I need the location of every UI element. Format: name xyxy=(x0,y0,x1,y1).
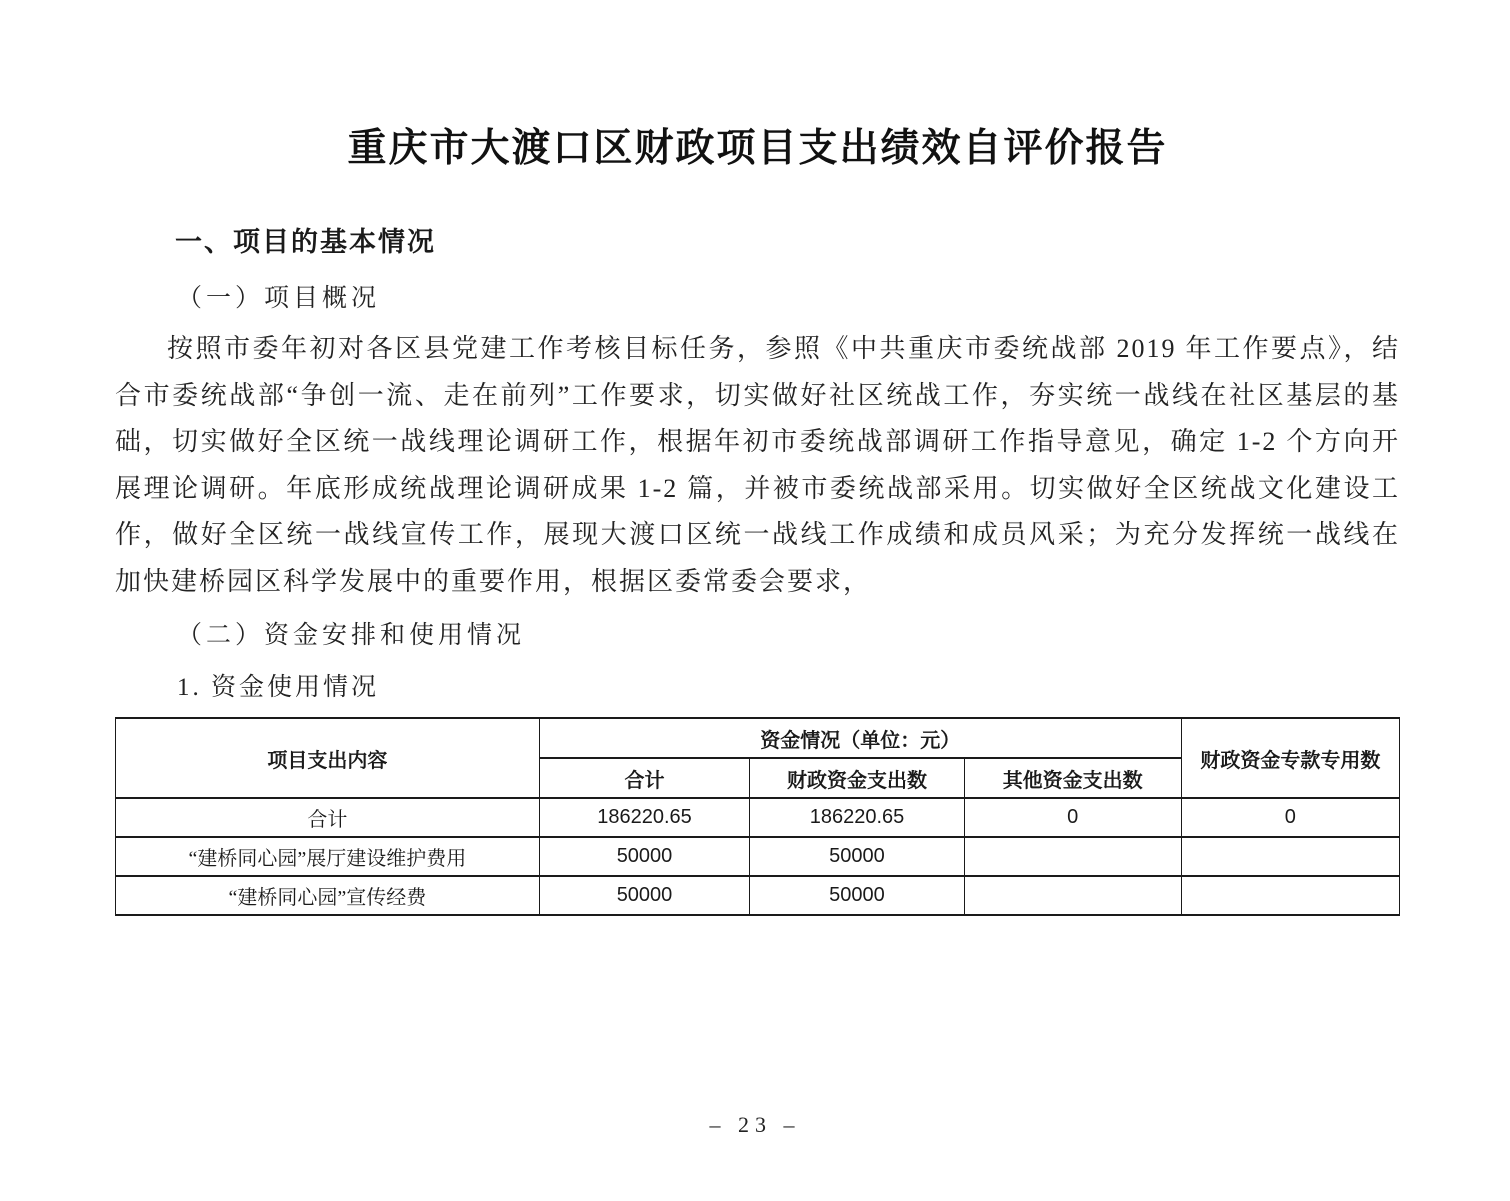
page-title: 重庆市大渡口区财政项目支出绩效自评价报告 xyxy=(347,127,1168,170)
cell-fiscal-amount: 50000 xyxy=(750,837,964,876)
cell-fiscal-amount: 50000 xyxy=(750,876,964,915)
header-row-1 xyxy=(116,718,1400,758)
section-heading-basic-info: 一、项目的基本情况 xyxy=(175,227,436,257)
list-heading-funds-usage: 1. 资金使用情况 xyxy=(177,674,380,701)
page-number: – 23 – xyxy=(709,1112,801,1137)
cell-other-amount xyxy=(964,837,1181,876)
header-cell-special-use: 财政资金专款专用数 xyxy=(1181,718,1399,798)
cell-total-amount: 186220.65 xyxy=(539,798,750,837)
header-cell-project-content: 项目支出内容 xyxy=(116,718,540,798)
table-row-total xyxy=(116,798,1400,837)
subsection-heading-funds-arrangement: （二）资金安排和使用情况 xyxy=(177,622,526,649)
cell-other-amount: 0 xyxy=(964,798,1181,837)
cell-special-amount xyxy=(1181,837,1399,876)
cell-total-amount: 50000 xyxy=(539,876,750,915)
subsection-heading-project-overview: （一）项目概况 xyxy=(177,285,381,312)
cell-row-name: “建桥同心园”展厅建设维护费用 xyxy=(116,837,540,876)
cell-special-amount: 0 xyxy=(1181,798,1399,837)
header-cell-other-expenditure: 其他资金支出数 xyxy=(964,758,1181,798)
cell-total-amount: 50000 xyxy=(539,837,750,876)
project-overview-paragraph: 按照市委年初对各区县党建工作考核目标任务，参照《中共重庆市委统战部 2019 年工作要点》，结合市委统战部“争创一流、走在前列”工作要求，切实做好社区统战工作，夯实统一战线在社区基层的基础，切实做好全区统一战线理论调研工作，根据年初市委统战部调研工作指导意见，确定 1-2 个方向开展理论调研。年底形成统战理论调研成果 1-2 篇，并被市委统战部采用。切实做好全区统战文化建设工作，做好全区统一战线宣传工作，展现大渡口区统一战线工作成绩和成员风采；为充分发挥统一战线在加快建桥园区科学发展中的重要作用，根据区委常委会要求， xyxy=(115,334,1400,596)
table-row-publicity-funds xyxy=(116,876,1400,915)
funds-table-header xyxy=(116,718,1400,798)
header-cell-total: 合计 xyxy=(539,758,750,798)
cell-fiscal-amount: 186220.65 xyxy=(750,798,964,837)
cell-row-name: “建桥同心园”宣传经费 xyxy=(116,876,540,915)
funds-usage-table xyxy=(115,717,1400,916)
funds-table-body xyxy=(116,798,1400,915)
header-cell-fiscal-expenditure: 财政资金支出数 xyxy=(750,758,964,798)
cell-special-amount xyxy=(1181,876,1399,915)
header-cell-funds-group: 资金情况（单位：元） xyxy=(539,718,1181,758)
cell-other-amount xyxy=(964,876,1181,915)
document-page xyxy=(0,126,1510,1201)
cell-row-name: 合计 xyxy=(116,798,540,837)
table-row-exhibit-hall xyxy=(116,837,1400,876)
